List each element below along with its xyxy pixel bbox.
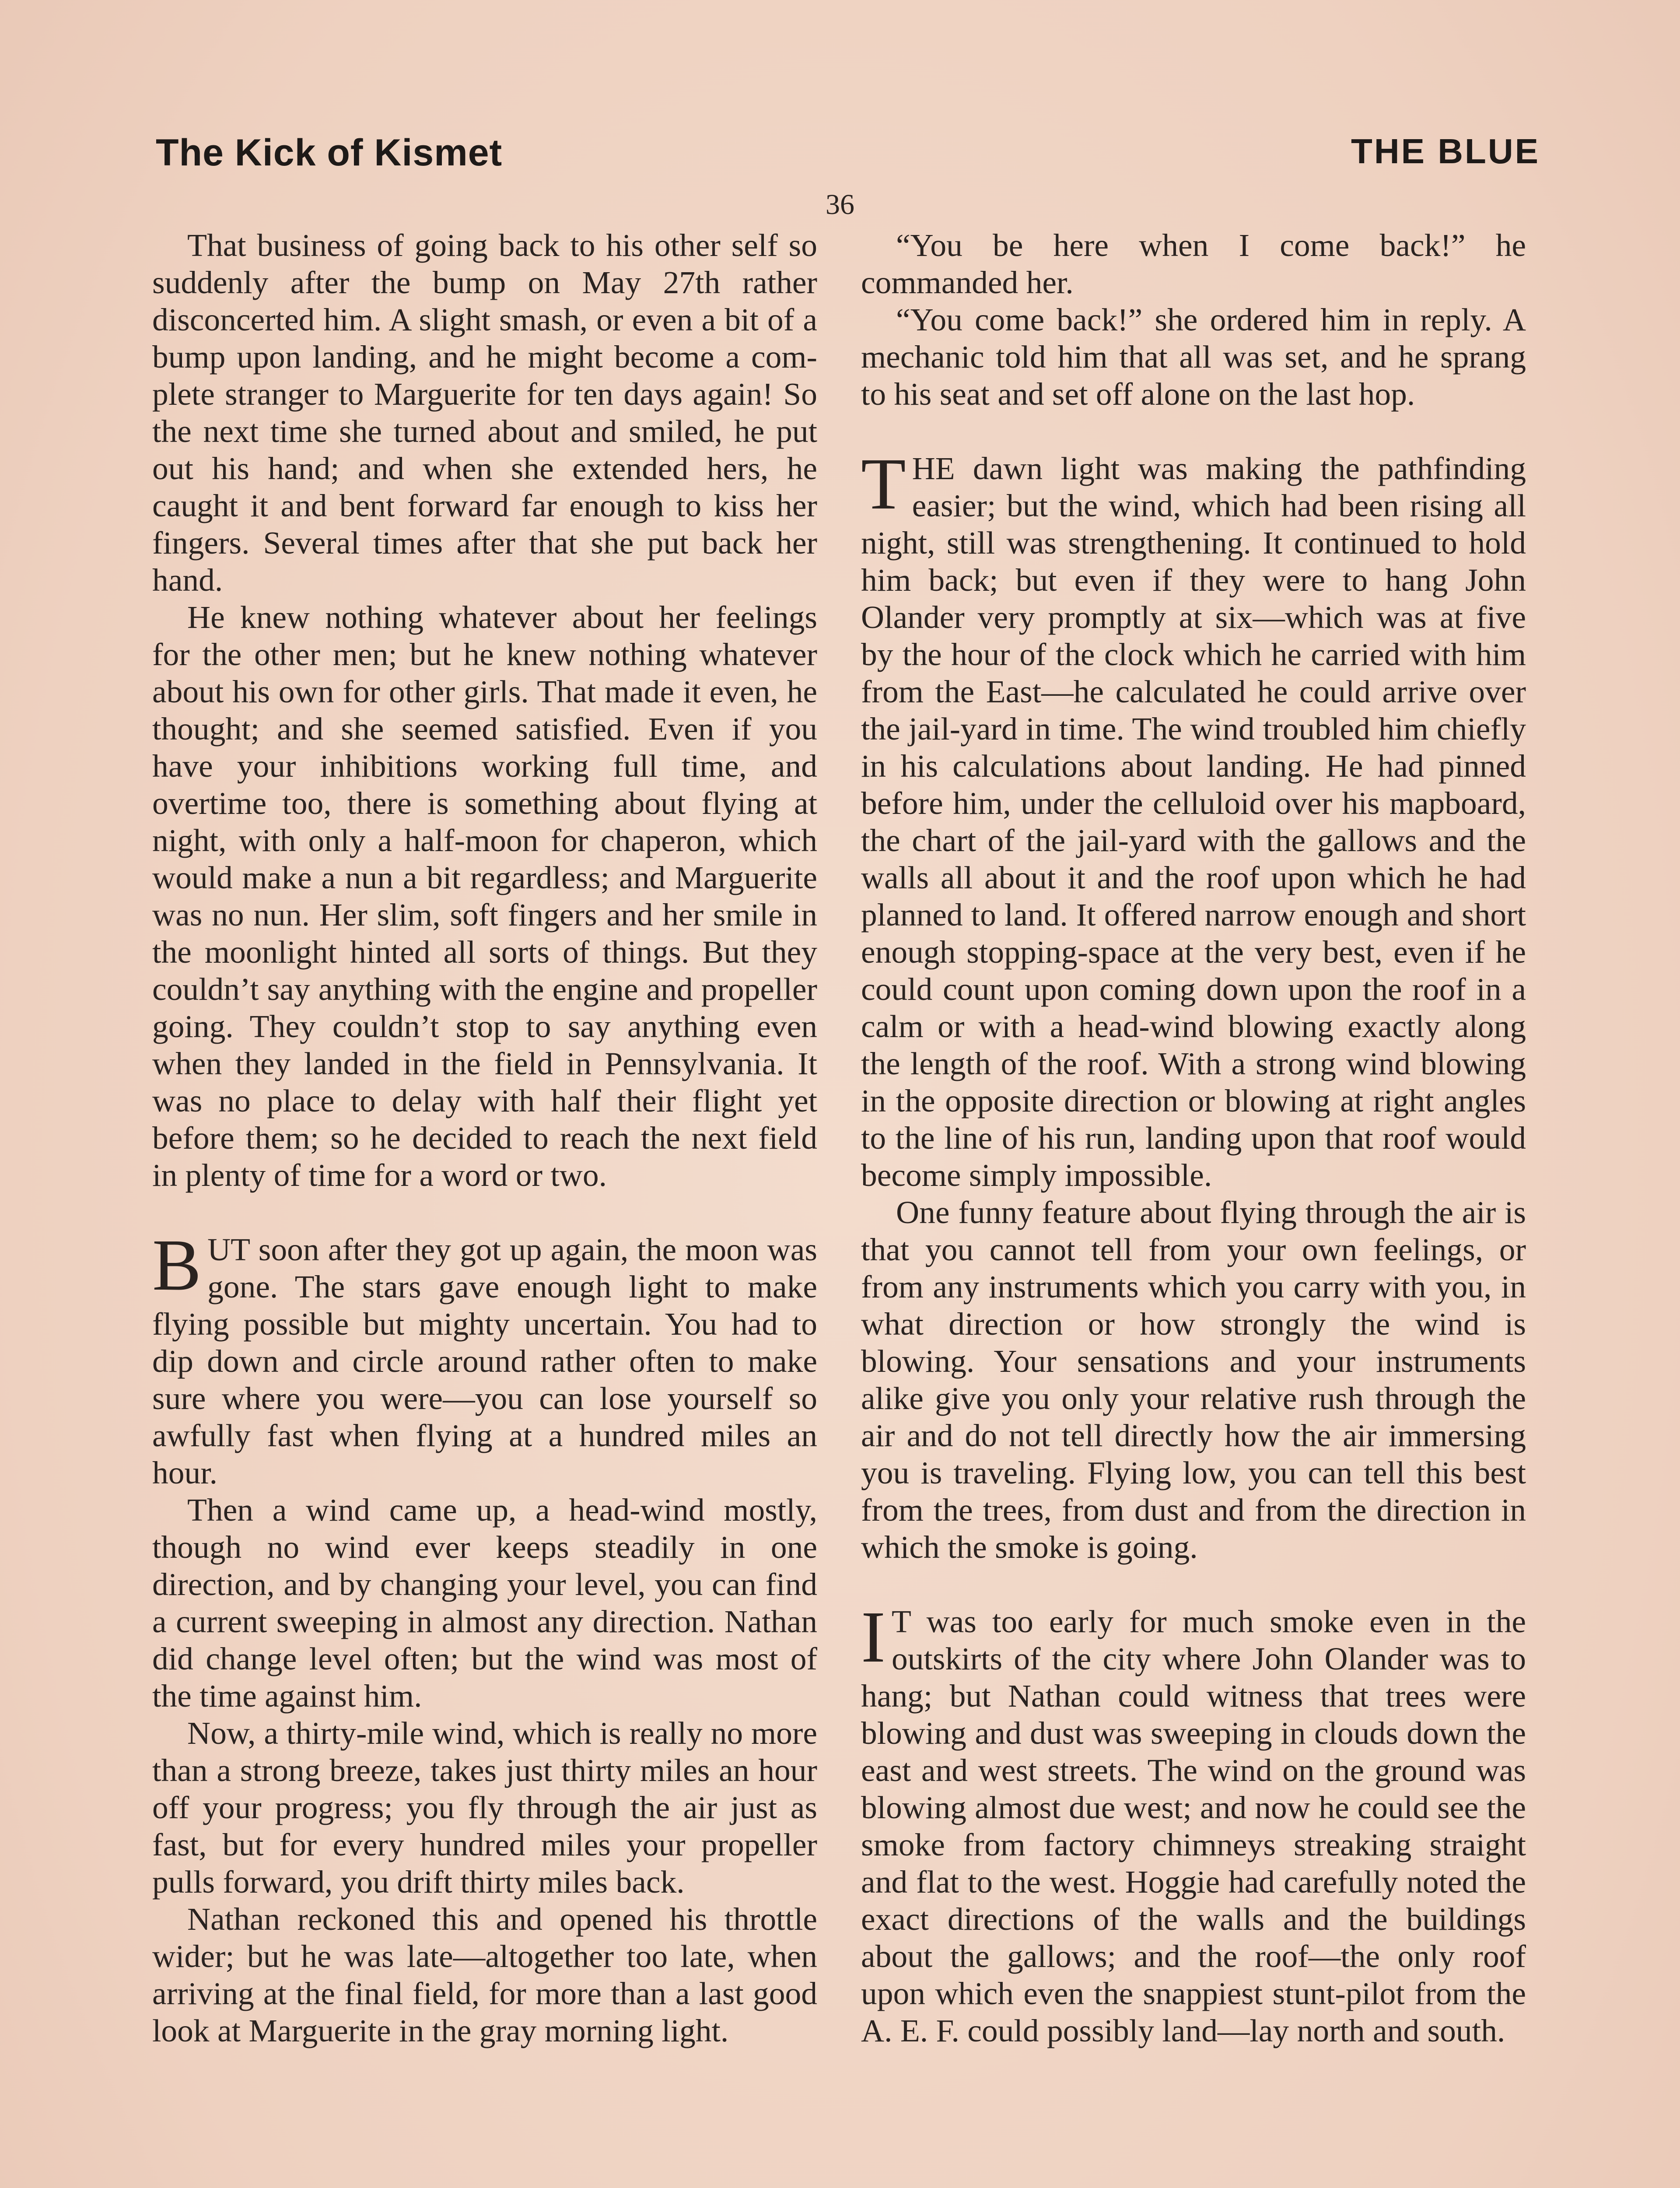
drop-cap: T	[861, 443, 906, 525]
paragraph: “You come back!” she ordered him in reply. A mechanic told him that all was set, and he sprang to his seat and set off alone on the last hop.	[861, 302, 1526, 412]
page-number: 36	[826, 189, 854, 221]
section-paragraph	[861, 443, 1526, 1194]
paragraph-text: T was too early for much smoke even in the outskirts of the city where John Olander was to hang; but Nathan could witness that trees were blowing and dust was sweeping in clouds down the east and west streets. The wind on the ground was blowing almost due west; and now he could see the smoke from factory chimneys streaking straight and flat to the west. Hoggie had carefully noted the exact directions of the walls and the buildings about the gallows; and the roof—the only roof upon which even the snappiest stunt-pilot from the A. E. F. could possibly land—lay north and south.	[861, 1604, 1526, 2048]
drop-cap: I	[861, 1596, 886, 1678]
paragraph: One funny feature about flying through the air is that you cannot tell from your own feelings, or from any instruments which you carry with you, in what direction or how strongly the wind is blowing. Your sensations and your instruments alike give you only your relative rush through the air and do not tell directly how the air immersing you is traveling. Flying low, you can tell this best from the trees, from dust and from the direction in which the smoke is going.	[861, 1195, 1526, 1565]
drop-cap: B	[152, 1224, 202, 1306]
left-column	[152, 227, 817, 2049]
magazine-title: THE BLUE	[1351, 132, 1540, 171]
story-title: The Kick of Kismet	[156, 132, 503, 174]
paragraph: Then a wind came up, a head-wind mostly, though no wind ever keeps steadily in one direction, and by changing your level, you can find a current sweeping in almost any direction. Nathan did change level often; but the wind was most of the time against him.	[152, 1492, 817, 1714]
paragraph: That business of going back to his other self so suddenly after the bump on May 27th rather disconcerted him. A slight smash, or even a bit of a bump upon landing, and he might become a complete stranger to Marguerite for ten days again! So the next time she turned about and smiled, he put out his hand; and when she extended hers, he caught it and bent forward far enough to kiss her fingers. Several times after that she put back her hand.	[152, 228, 817, 598]
paragraph: He knew nothing whatever about her feelings for the other men; but he knew nothing whatever about his own for other girls. That made it even, he thought; and she seemed satisfied. Even if you have your inhibitions working full time, and overtime too, there is something about flying at night, with only a half-moon for chaperon, which would make a nun a bit regardless; and Marguerite was no nun. Her slim, soft fingers and her smile in the moonlight hinted all sorts of things. But they couldn’t say anything with the engine and propeller going. They couldn’t stop to say anything even when they landed in the field in Pennsylvania. It was no place to delay with half their flight yet before them; so he decided to reach the next field in plenty of time for a word or two.	[152, 600, 817, 1193]
paragraph: Nathan reckoned this and opened his throttle wider; but he was late—altogether too late, when arriving at the final field, for more than a last good look at Marguerite in the gray morning light.	[152, 1901, 817, 2048]
paragraph-text: UT soon after they got up again, the moon was gone. The stars gave enough light to make flying possible but mighty uncertain. You had to dip down and circle around rather often to make sure where you were—you can lose yourself so awfully fast when flying at a hundred miles an hour.	[152, 1232, 817, 1490]
section-paragraph	[861, 1596, 1526, 2049]
paragraph: Now, a thirty-mile wind, which is really no more than a strong breeze, takes just thirty miles an hour off your progress; you fly through the air just as fast, but for every hundred miles your propeller pulls forward, you drift thirty miles back.	[152, 1715, 817, 1900]
running-header	[156, 131, 1540, 184]
paragraph: “You be here when I come back!” he commanded her.	[861, 228, 1526, 300]
right-column	[861, 227, 1526, 2049]
section-paragraph	[152, 1224, 817, 1491]
paragraph-text: HE dawn light was making the pathfinding easier; but the wind, which had been rising all night, still was strengthening. It continued to hold him back; but even if they were to hang John Olander very promptly at six—which was at five by the hour of the clock which he carried with him from the East—he calculated he could arrive over the jail-yard in time. The wind troubled him chiefly in his calculations about landing. He had pinned before him, under the celluloid over his mapboard, the chart of the jail-yard with the gallows and the walls all about it and the roof upon which he had planned to land. It offered narrow enough and short enough stopping-space at the very best, even if he could count upon coming down upon the roof in a calm or with a head-wind blowing exactly along the length of the roof. With a strong wind blowing in the opposite direction or blowing at right angles to the line of his run, landing upon that roof would become simply impossible.	[861, 451, 1526, 1193]
